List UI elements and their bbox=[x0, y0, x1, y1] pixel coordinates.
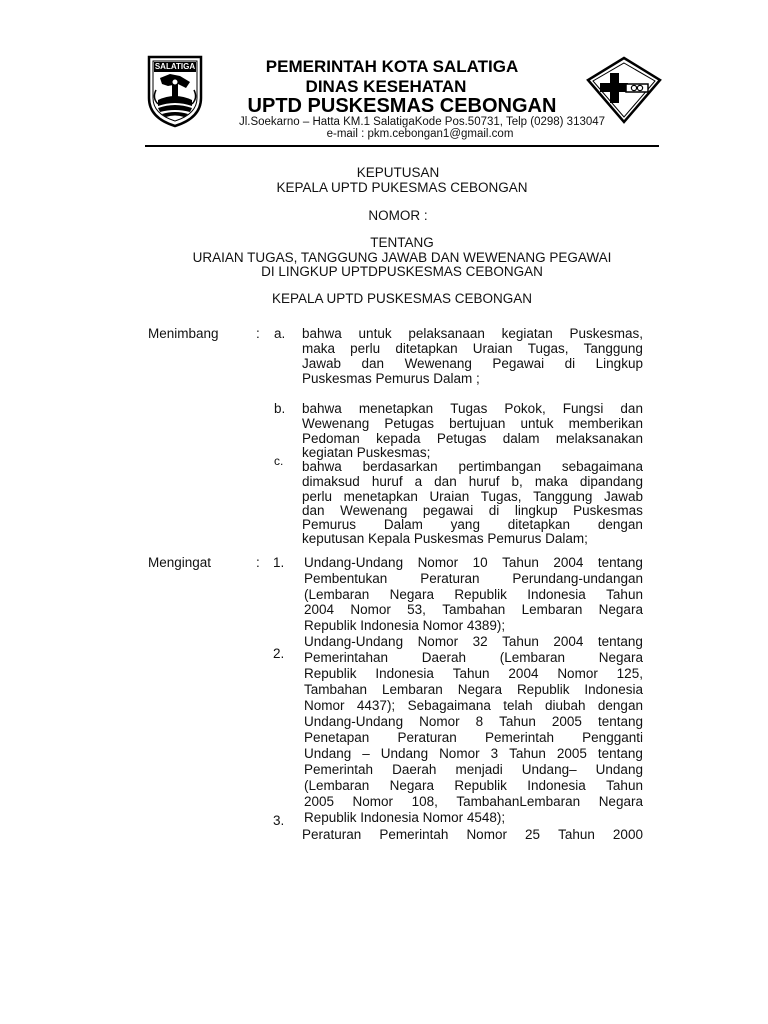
title-kepala: KEPALA UPTD PUKESMAS CEBONGAN bbox=[276, 180, 528, 195]
title-subject-line2: DI LINGKUP UPTDPUSKESMAS CEBONGAN bbox=[261, 264, 543, 279]
title-keputusan: KEPUTUSAN bbox=[356, 165, 440, 180]
mengingat-2-line1: Undang-Undang Nomor 32 Tahun 2004 tentang bbox=[304, 634, 643, 649]
mengingat-marker-1: 1. bbox=[273, 555, 285, 570]
mengingat-2-line10: (Lembaran Negara Republik Indonesia Tahun bbox=[304, 778, 643, 793]
mengingat-colon: : bbox=[256, 555, 260, 570]
letterhead-line3: UPTD PUSKESMAS CEBONGAN bbox=[247, 95, 557, 117]
mengingat-2-line12: Republik Indonesia Nomor 4548); bbox=[304, 810, 506, 825]
letterhead-line2: DINAS KESEHATAN bbox=[305, 77, 467, 96]
title-signer: KEPALA UPTD PUSKESMAS CEBONGAN bbox=[271, 291, 533, 306]
menimbang-marker-c: c. bbox=[274, 454, 284, 468]
mengingat-2-line6: Undang-Undang Nomor 8 Tahun 2005 tentang bbox=[304, 714, 643, 729]
menimbang-marker-b: b. bbox=[274, 401, 286, 416]
menimbang-a-line2: maka perlu ditetapkan Uraian Tugas, Tanggung bbox=[302, 341, 643, 356]
mengingat-1-line2: Pembentukan Peraturan Perundang-undangan bbox=[304, 571, 643, 586]
mengingat-1-line1: Undang-Undang Nomor 10 Tahun 2004 tentang bbox=[304, 555, 643, 570]
title-tentang: TENTANG bbox=[370, 235, 434, 250]
menimbang-a-line3: Jawab dan Wewenang Pegawai di Lingkup bbox=[302, 356, 643, 371]
mengingat-marker-3: 3. bbox=[273, 813, 285, 828]
letterhead-line1: PEMERINTAH KOTA SALATIGA bbox=[265, 57, 519, 76]
mengingat-3-line1: Peraturan Pemerintah Nomor 25 Tahun 2000 bbox=[302, 827, 643, 842]
mengingat-2-line5: Nomor 4437); Sebagaimana telah diubah dengan bbox=[304, 698, 643, 713]
menimbang-b-line3: Pedoman kepada Petugas dalam melaksanakan bbox=[302, 431, 643, 446]
letterhead-email: e-mail : pkm.cebongan1@gmail.com bbox=[326, 128, 514, 140]
menimbang-a-line1: bahwa untuk pelaksanaan kegiatan Puskesmas, bbox=[302, 326, 643, 341]
menimbang-c-line4: dan Wewenang pegawai di lingkup Puskesmas bbox=[302, 503, 643, 518]
letterhead-rule-thick bbox=[145, 145, 659, 147]
mengingat-1-line3: (Lembaran Negara Republik Indonesia Tahun bbox=[304, 587, 643, 602]
letterhead-address: Jl.Soekarno – Hatta KM.1 SalatigaKode Pos.50731, Telp (0298) 313047 bbox=[238, 116, 606, 128]
title-nomor: NOMOR : bbox=[368, 208, 428, 223]
mengingat-2-line3: Republik Indonesia Tahun 2004 Nomor 125, bbox=[304, 666, 643, 681]
mengingat-2-line11: 2005 Nomor 108, TambahanLembaran Negara bbox=[304, 794, 643, 809]
menimbang-label: Menimbang bbox=[148, 326, 219, 341]
menimbang-c-line2: dimaksud huruf a dan huruf b, maka dipandang bbox=[302, 474, 643, 489]
menimbang-c-line1: bahwa berdasarkan pertimbangan sebagaimana bbox=[302, 459, 643, 474]
menimbang-b-line4: kegiatan Puskesmas; bbox=[302, 445, 431, 460]
menimbang-a-line4: Puskesmas Pemurus Dalam ; bbox=[302, 371, 480, 386]
mengingat-2-line2: Pemerintahan Daerah (Lembaran Negara bbox=[304, 650, 643, 665]
title-subject-line1: URAIAN TUGAS, TANGGUNG JAWAB DAN WEWENANG PEGAWAI bbox=[192, 250, 612, 265]
menimbang-b-line2: Wewenang Petugas bertujuan untuk memberikan bbox=[302, 416, 643, 431]
menimbang-b-line1: bahwa menetapkan Tugas Pokok, Fungsi dan bbox=[302, 401, 643, 416]
mengingat-2-line8: Undang – Undang Nomor 3 Tahun 2005 tentang bbox=[304, 746, 643, 761]
mengingat-1-line4: 2004 Nomor 53, Tambahan Lembaran Negara bbox=[304, 602, 643, 617]
menimbang-c-line3: perlu menetapkan Uraian Tugas, Tanggung Jawab bbox=[302, 489, 643, 504]
mengingat-marker-2: 2. bbox=[273, 646, 285, 661]
seal-text: SALATIGA bbox=[154, 62, 196, 71]
mengingat-2-line7: Penetapan Peraturan Pemerintah Pengganti bbox=[304, 730, 643, 745]
mengingat-2-line4: Tambahan Lembaran Negara Republik Indonesia bbox=[304, 682, 643, 697]
mengingat-2-line9: Pemerintah Daerah menjadi Undang– Undang bbox=[304, 762, 643, 777]
menimbang-marker-a: a. bbox=[274, 326, 286, 341]
mengingat-label: Mengingat bbox=[148, 555, 212, 570]
menimbang-c-line5: Pemurus Dalam yang ditetapkan dengan bbox=[302, 517, 643, 532]
menimbang-c-line6: keputusan Kepala Puskesmas Pemurus Dalam; bbox=[302, 531, 588, 546]
mengingat-1-line5: Republik Indonesia Nomor 4389); bbox=[304, 618, 506, 633]
menimbang-colon: : bbox=[256, 326, 260, 341]
